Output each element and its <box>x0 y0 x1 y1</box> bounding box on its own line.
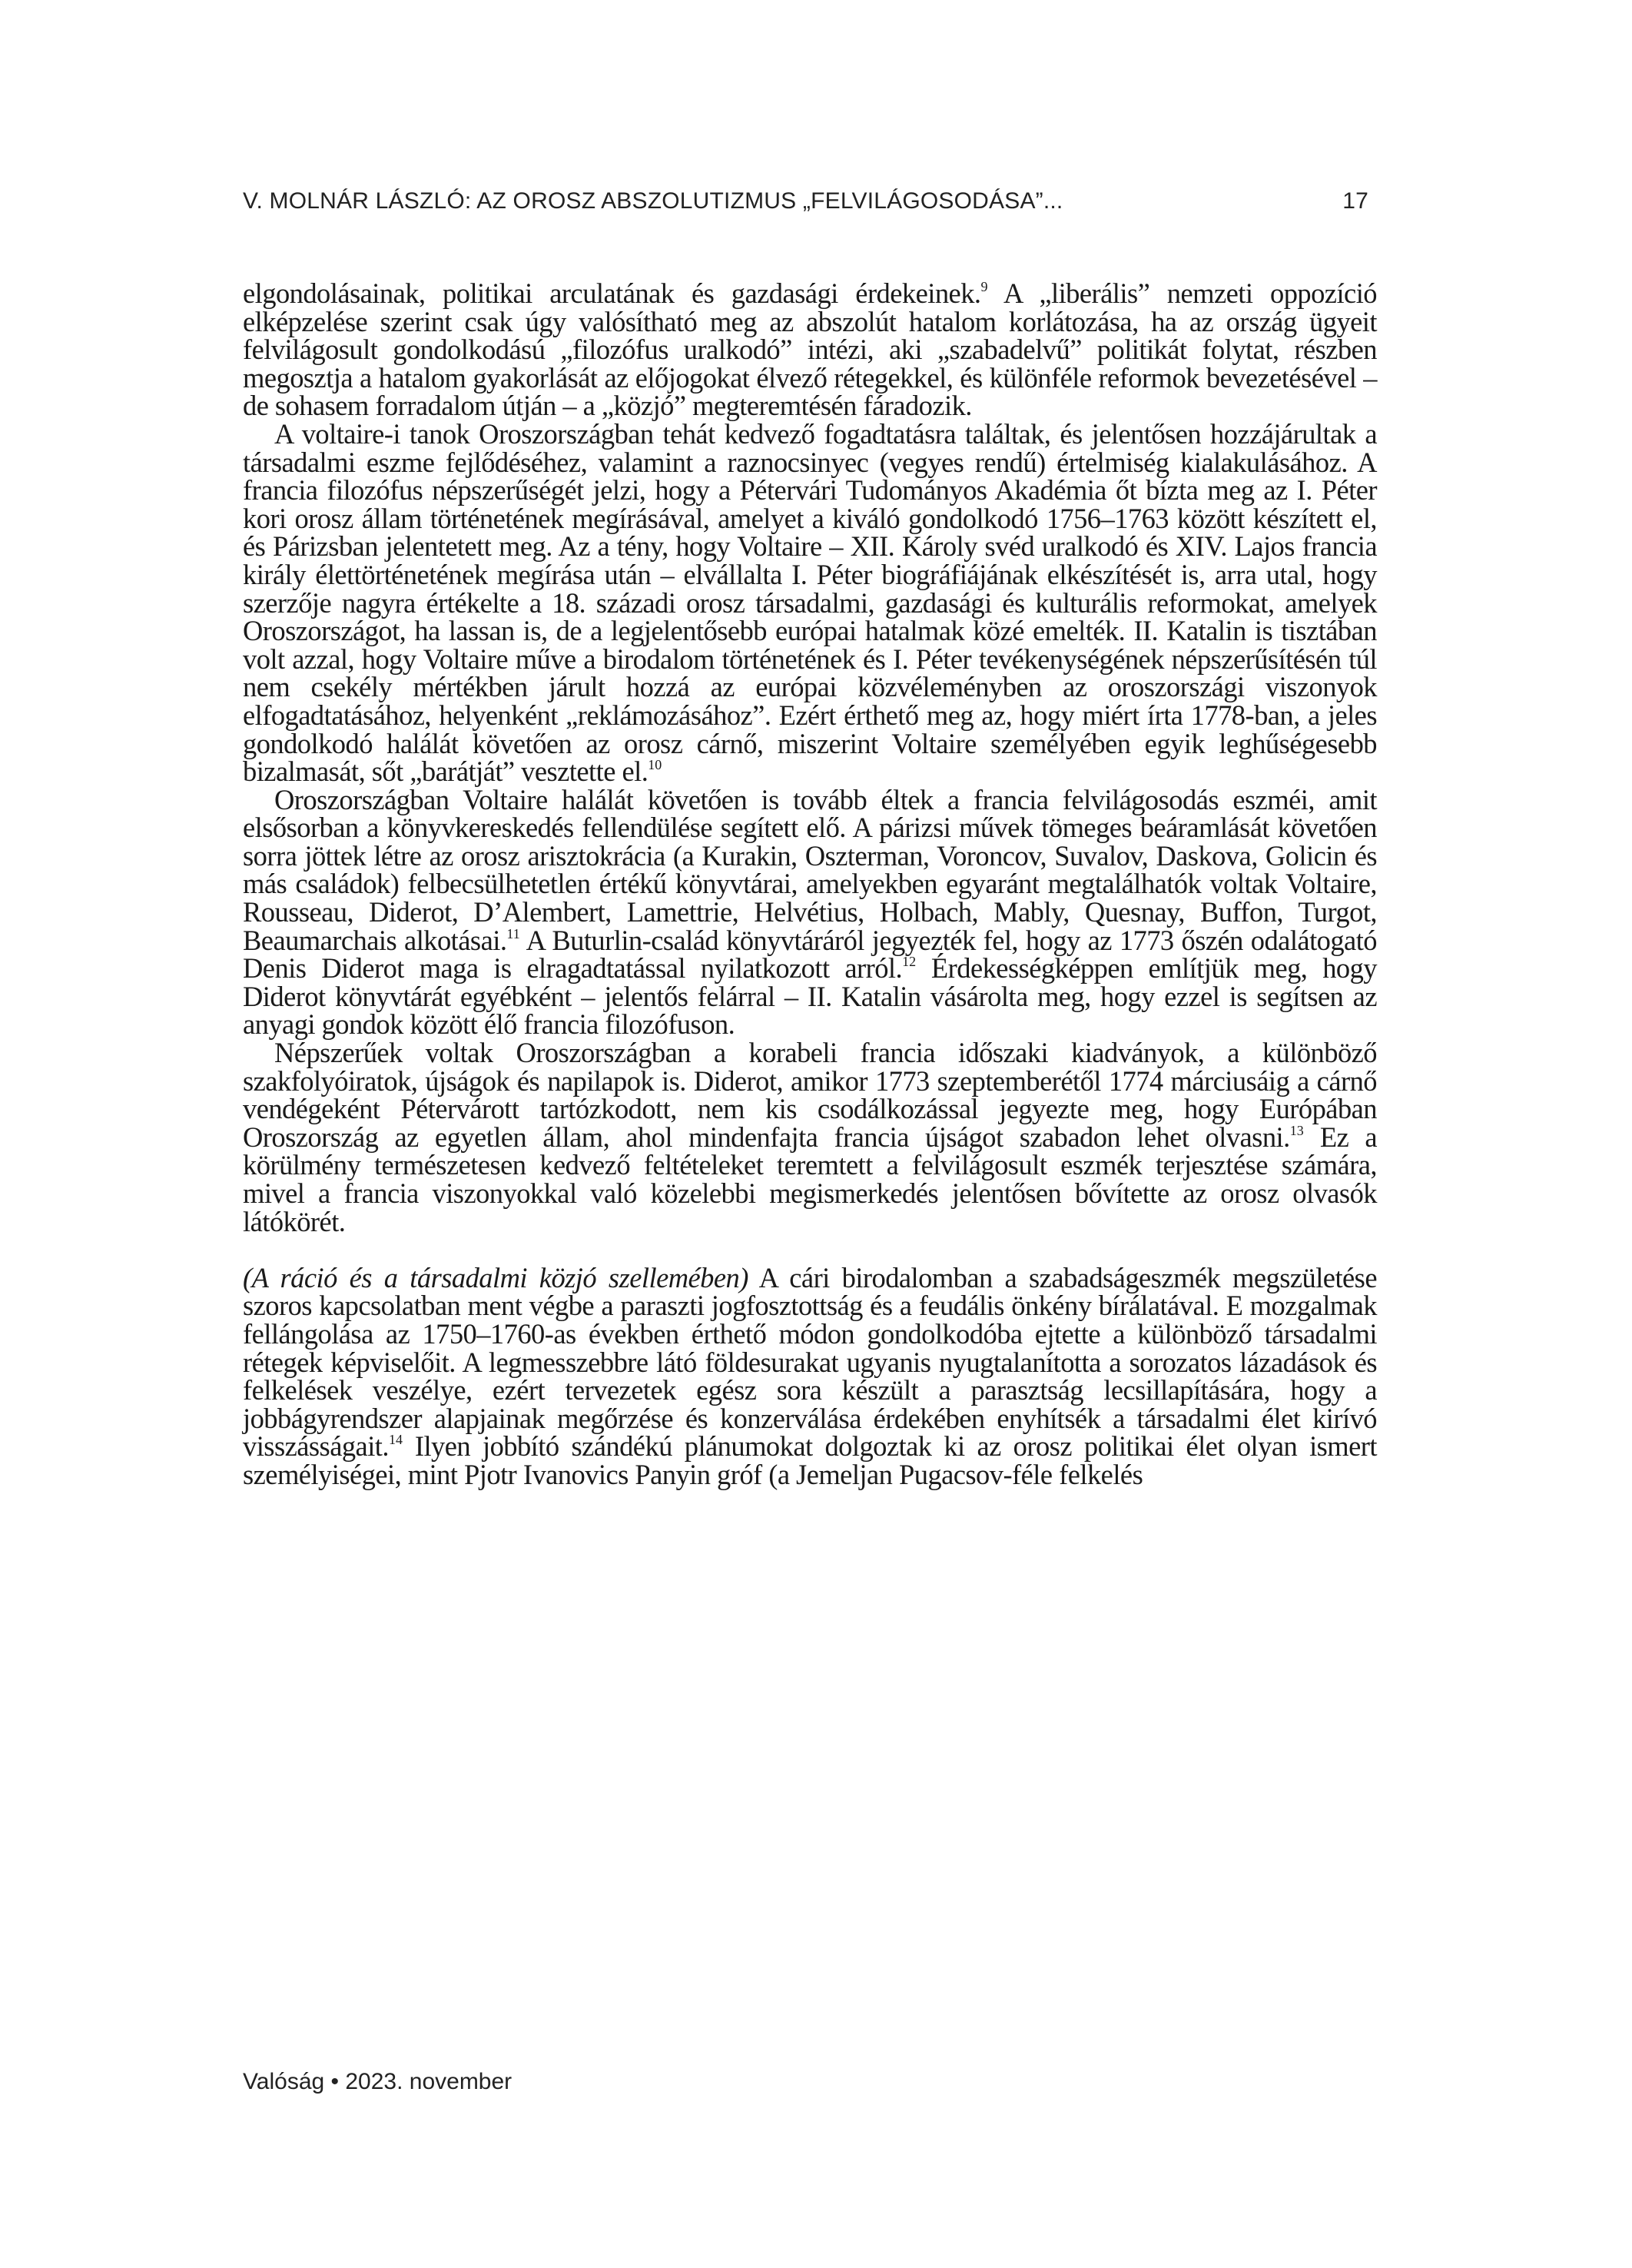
paragraph-text: Érdekességképpen említjük meg, hogy Diderot könyvtárát egyébként – jelentős felárral – II. Katalin vásárolta meg, hogy ezzel is segítsen az anyagi gondok között élő francia filozófuson. <box>243 952 1377 1041</box>
paragraph-text: A „liberális” nemzeti oppozíció elképzelése szerint csak úgy valósítható meg az abszolút hatalom korlátozása, ha az ország ügyeit felvilágosult gondolkodású „filozófus uralkodó” intézi, aki „szabadelvű” politikát folytat, részben megosztja a hatalom gyakorlását az előjogokat élvező rétegekkel, és különféle reformok bevezetésével – de sohasem forradalom útján – a „közjó” megteremtésén fáradozik. <box>243 277 1377 422</box>
running-title: V. MOLNÁR LÁSZLÓ: AZ OROSZ ABSZOLUTIZMUS „FELVILÁGOSODÁSA”... <box>243 188 1063 214</box>
paragraph-text: Ilyen jobbító szándékú plánumokat dolgoztak ki az orosz politikai élet olyan ismert személyiségei, mint Pjotr Ivanovics Panyin gróf (a Jemeljan Pugacsov-féle felkelés <box>243 1430 1377 1490</box>
paragraph-text: A Buturlin-család könyvtáráról jegyezték fel, hogy az 1773 őszén odalátogató Denis Diderot maga is elragadtatással nyilatkozott arról. <box>243 924 1377 985</box>
paragraph-text: A cári birodalomban a szabadságeszmék megszületése szoros kapcsolatban ment végbe a paraszti jogfosztottság és a feudális önkény bírálatával. E mozgalmak fellángolása az 1750–1760-as években érthető módon gondolkodóba ejtette a különböző társadalmi rétegek képviselőit. A legmesszebbre látó földesurakat ugyanis nyugtalanította a sorozatos lázadások és felkelések veszélye, ezért tervezetek egész sora készült a parasztság lecsillapítására, hogy a jobbágyrendszer alapjainak megőrzése és konzerválása érdekében enyhítsék a társadalmi élet kirívó visszásságait. <box>243 1261 1377 1463</box>
paragraph-text: Oroszországban Voltaire halálát követően is tovább éltek a francia felvilágosodás eszméi, amit elsősorban a könyvkereskedés fellendülése segített elő. A párizsi művek tömeges beáramlását követően sorra jöttek létre az orosz arisztokrácia (a Kurakin, Oszterman, Voroncov, Suvalov, Daskova, Golicin és más családok) felbecsülhetetlen értékű könyvtárai, amelyekben egyaránt megtalálhatók voltak Voltaire, Rousseau, Diderot, D’Alembert, Lamettrie, Helvétius, Holbach, Mably, Quesnay, Buffon, Turgot, Beaumarchais alkotásai. <box>243 783 1377 956</box>
paragraph-3 <box>243 783 1377 1041</box>
paragraph-5 <box>243 1261 1377 1490</box>
paragraph-text: Népszerűek voltak Oroszországban a korabeli francia időszaki kiadványok, a különböző szakfolyóiratok, újságok és napilapok is. Diderot, amikor 1773 szeptemberétől 1774 márciusáig a cárnő vendégeként Pétervárott tartózkodott, nem kis csodálkozással jegyezte meg, hogy Európában Oroszország az egyetlen állam, ahol mindenfajta francia újságot szabadon lehet olvasni. <box>243 1037 1377 1153</box>
footnote-ref-13[interactable]: 13 <box>1289 1122 1304 1138</box>
footnote-ref-9[interactable]: 9 <box>980 279 988 294</box>
paragraph-text: Ez a körülmény természetesen kedvező feltételeket teremtett a felvilágosult eszmék terjesztése számára, mivel a francia viszonyokkal való közelebbi megismerkedés jelentősen bővítette az orosz olvasók látókörét. <box>243 1121 1378 1237</box>
article-body <box>243 277 1378 1490</box>
page-number: 17 <box>1342 188 1368 214</box>
page-footer: Valóság • 2023. november <box>243 2069 512 2094</box>
footnote-ref-12[interactable]: 12 <box>902 954 917 970</box>
footnote-ref-14[interactable]: 14 <box>388 1432 403 1448</box>
paragraph-text: elgondolásainak, politikai arculatának és gazdasági érdekeinek. <box>243 277 981 309</box>
paragraph-4 <box>243 1039 1377 1236</box>
paragraph-2 <box>243 417 1377 788</box>
running-header <box>243 186 1376 217</box>
footnote-ref-11[interactable]: 11 <box>506 925 520 941</box>
section-title: (A ráció és a társadalmi közjó szellemében) <box>243 1261 748 1293</box>
paragraph-text: A voltaire-i tanok Oroszországban tehát kedvező fogadtatásra találtak, és jelentősen hozzájárultak a társadalmi eszme fejlődéséhez, valamint a raznocsinyec (vegyes rendű) értelmiség kialakulásához. A francia filozófus népszerűségét jelzi, hogy a Pétervári Tudományos Akadémia őt bízta meg az I. Péter kori orosz állam történetének megírásával, amelyet a kiváló gondolkodó 1756–1763 között készített el, és Párizsban jelentetett meg. Az a tény, hogy Voltaire – XII. Károly svéd uralkodó és XIV. Lajos francia király élettörténetének megírása után – elvállalta I. Péter biográfiájának elkészítését is, arra utal, hogy szerzője nagyra értékelte a 18. századi orosz társadalmi, gazdasági és kulturális reformokat, amelyek Oroszországot, ha lassan is, de a legjelentősebb európai hatalmak közé emelték. II. Katalin is tisztában volt azzal, hogy Voltaire műve a birodalom történetének és I. Péter tevékenységének népszerűsítésén túl nem csekély mértékben járult hozzá az európai közvéleményben az oroszországi viszonyok elfogadtatásához, helyenként „reklámozásához”. Ezért érthető meg az, hogy miért írta 1778-ban, a jeles gondolkodó halálát követően az orosz cárnő, miszerint Voltaire személyében egyik leghűségesebb bizalmasát, sőt „barátját” vesztette el. <box>243 417 1377 788</box>
paragraph-1 <box>243 277 1377 422</box>
footnote-ref-10[interactable]: 10 <box>648 757 662 773</box>
